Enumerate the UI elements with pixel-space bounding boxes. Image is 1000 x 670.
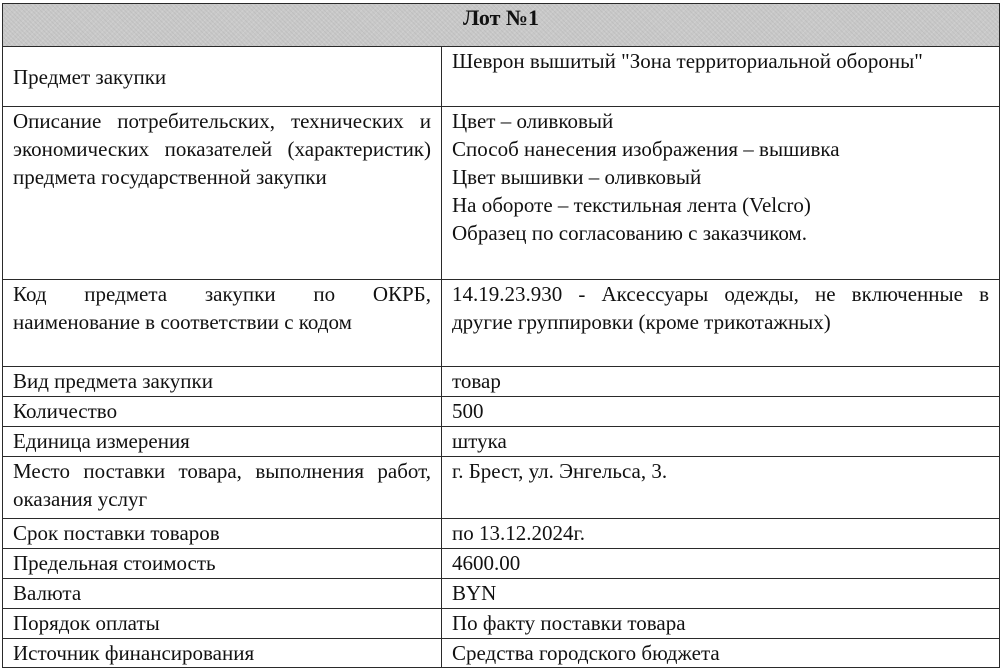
row-label-subject: Предмет закупки xyxy=(3,47,442,107)
table-row-okrb-code xyxy=(3,280,1000,367)
row-label-description: Описание потребительских, технических и экономических показателей (характеристик) предмета государственной закупки xyxy=(3,107,442,280)
row-label-quantity: Количество xyxy=(3,397,442,427)
table-row-max-cost xyxy=(3,549,1000,579)
table-row-delivery-place xyxy=(3,457,1000,519)
row-label-okrb-code: Код предмета закупки по ОКРБ, наименование в соответствии с кодом xyxy=(3,280,442,367)
row-value-currency: BYN xyxy=(442,579,1000,609)
row-label-max-cost: Предельная стоимость xyxy=(3,549,442,579)
row-label-currency: Валюта xyxy=(3,579,442,609)
lot-table xyxy=(2,3,1000,668)
lot-header-row xyxy=(3,4,1000,47)
row-value-subject: Шеврон вышитый "Зона территориальной обороны" xyxy=(442,47,1000,107)
row-value-funding: Средства городского бюджета xyxy=(442,639,1000,668)
row-value-description xyxy=(442,107,1000,280)
table-row-quantity xyxy=(3,397,1000,427)
row-value-delivery-term: по 13.12.2024г. xyxy=(442,519,1000,549)
description-line-embroidery-color: Цвет вышивки – оливковый xyxy=(452,165,702,189)
table-row-description xyxy=(3,107,1000,280)
row-label-delivery-place: Место поставки товара, выполнения работ, оказания услуг xyxy=(3,457,442,519)
table-row-type xyxy=(3,367,1000,397)
row-label-unit: Единица измерения xyxy=(3,427,442,457)
row-value-quantity: 500 xyxy=(442,397,1000,427)
row-label-delivery-term: Срок поставки товаров xyxy=(3,519,442,549)
row-label-type: Вид предмета закупки xyxy=(3,367,442,397)
row-value-type: товар xyxy=(442,367,1000,397)
table-row-payment xyxy=(3,609,1000,639)
row-label-funding: Источник финансирования xyxy=(3,639,442,668)
table-row-subject xyxy=(3,47,1000,107)
description-line-method: Способ нанесения изображения – вышивка xyxy=(452,137,840,161)
table-row-currency xyxy=(3,579,1000,609)
description-line-backing: На обороте – текстильная лента (Velcro) xyxy=(452,193,811,217)
table-row-funding xyxy=(3,639,1000,668)
table-row-delivery-term xyxy=(3,519,1000,549)
description-line-sample: Образец по согласованию с заказчиком. xyxy=(452,221,807,245)
table-row-unit xyxy=(3,427,1000,457)
row-value-payment: По факту поставки товара xyxy=(442,609,1000,639)
row-label-payment: Порядок оплаты xyxy=(3,609,442,639)
row-value-delivery-place: г. Брест, ул. Энгельса, 3. xyxy=(442,457,1000,519)
lot-title: Лот №1 xyxy=(3,4,1000,47)
description-line-color: Цвет – оливковый xyxy=(452,109,614,133)
row-value-max-cost: 4600.00 xyxy=(442,549,1000,579)
row-value-okrb-code: 14.19.23.930 - Аксессуары одежды, не включенные в другие группировки (кроме трикотажных) xyxy=(442,280,1000,367)
row-value-unit: штука xyxy=(442,427,1000,457)
